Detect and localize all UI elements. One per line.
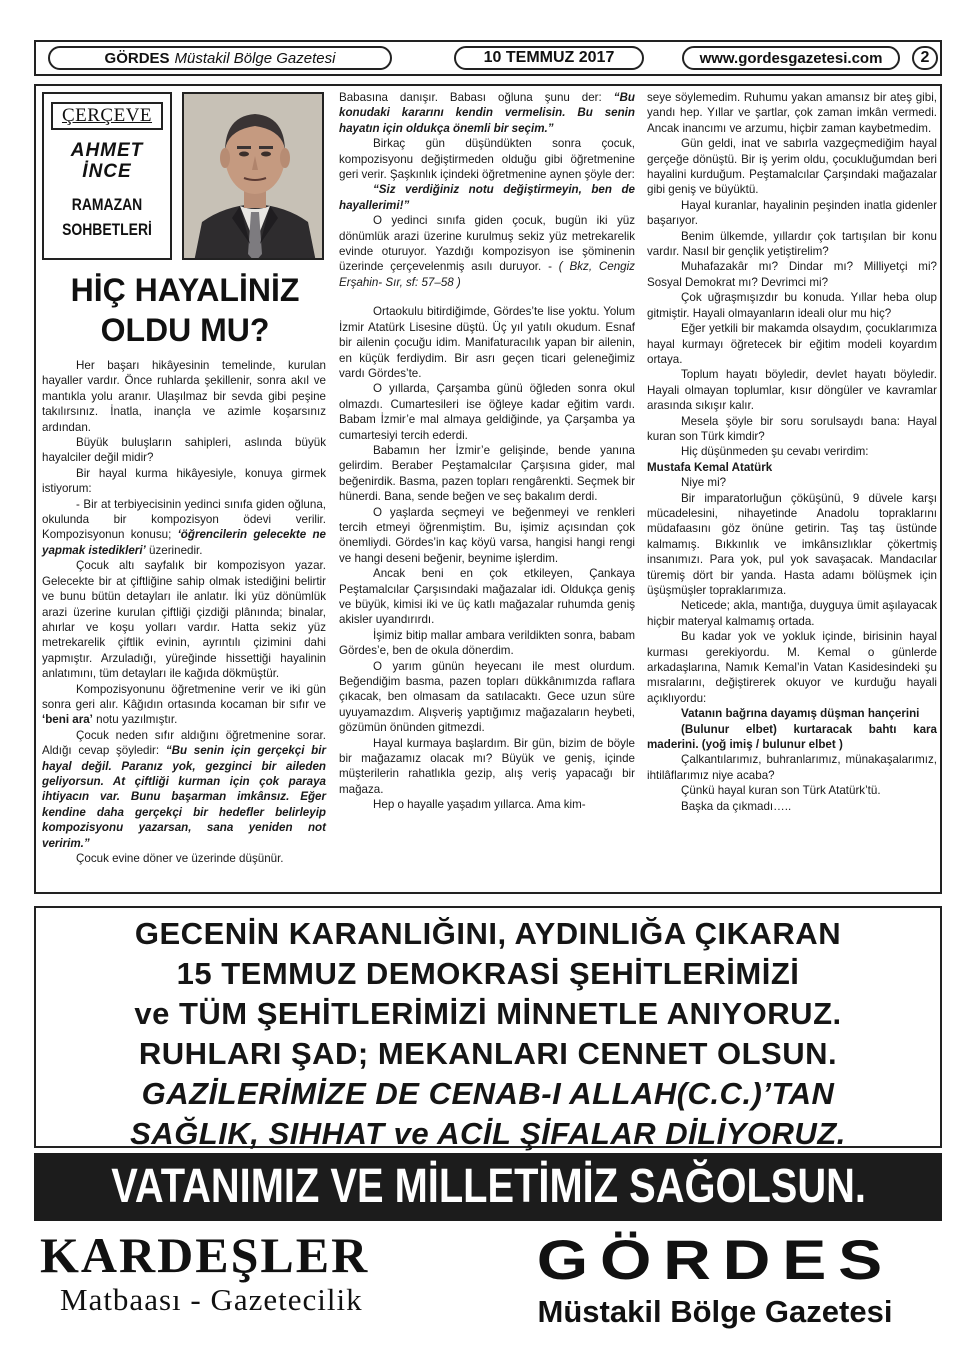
banner-line-3: ve TÜM ŞEHİTLERİMİZİ MİNNETLE ANIYORUZ.: [134, 996, 842, 1031]
article-column-2: [339, 90, 635, 813]
paragraph: Gün geldi, inat ve sabırla vazgeçmediğim hayal gerçeğe dönüştü. Bir iş yerim oldu, çocukluğumdan beri hayalini kurduğum. Peştamalcılar Çarşındaki mağazalar gibi geniş ve büyüktü.: [647, 137, 937, 197]
issue-date: 10 TEMMUZ 2017: [454, 46, 644, 70]
text-run: notu yazılmıştır.: [96, 713, 178, 727]
column-logo-box: [42, 92, 172, 260]
article-column-3: [647, 90, 937, 814]
paragraph: Babamın her İzmir’e gelişinde, bende yanına gelirdim. Beraber Peştamalcılar Çarşısına gider, mal beğenirdik. Basma, pazen topları rengârenkti. Seçmek bir hünerdi. Bana, sende beğen ve seç bakalım derdi.: [339, 443, 635, 504]
kardesler-subtitle: Matbaası - Gazetecilik: [60, 1282, 363, 1317]
paragraph: Çalkantılarımız, buhranlarımız, münakaşalarımız, ihtilâflarımız niye acaba?: [647, 753, 937, 782]
text-run: Çocuk neden sıfır aldığını öğretmenine sorar. Aldığı cevap şöyledir:: [42, 728, 326, 758]
headline-line-1: HİÇ HAYALİNİZ: [70, 272, 300, 308]
paper-name: GÖRDES: [104, 49, 170, 67]
emphasis-text: ‘öğrencilerin gelecekte ne yapmak istedikleri’: [42, 528, 326, 557]
author-name: [44, 140, 170, 182]
paragraph: Hiç düşünmeden şu cevabı verirdim:: [681, 445, 869, 459]
text-run: O yedinci sınıfa giden çocuk, bugün iki yüz dönümlük arazi üzerine kurulmuş sekiz yüz metrekarelik evinde oturuyor. Yazdığı kompozisyon ise şöminenin üzerinde çerçevelenmiş asılı duruyor. -: [339, 214, 635, 274]
verse-line: (Bulunur elbet) kurtaracak bahtı kara maderini. (yoğ imiş / bulunur elbet ): [647, 722, 937, 752]
emphasis-text: ‘beni ara’: [42, 713, 93, 727]
text-run: üzerinedir.: [149, 543, 203, 557]
banner-line-1: GECENİN KARANLIĞINI, AYDINLIĞA ÇIKARAN: [134, 916, 842, 951]
paragraph: Bir hayal kurma hikâyesiyle, konuya girmek istiyorum:: [42, 466, 326, 496]
gordes-title: GÖRDES: [536, 1228, 894, 1291]
commemoration-banner: [34, 906, 942, 1151]
paragraph: Her başarı hikâyesinin temelinde, kurulan hayaller vardır. Önce ruhlarda şekillenir, sonra akıl ve mantıkla yolu aranır. Ulaşılmaz bir sevda gibi peşine takılırsınız. İnatla, inançla ve azimle koşarsınız ardından.: [42, 359, 326, 434]
text-run: - Bir at terbiyecisinin yedinci sınıfa giden oğluna, okulunda bir kompozisyon ödevi verilir. Kompozisyonun konusu;: [42, 497, 326, 542]
author-first-name: AHMET: [70, 140, 144, 161]
paragraph: seye söylemedim. Ruhumu yakan amansız bir ateş gibi, yandı hep. Yıllar ve şartlar, çok zaman imkân vermedi. Ancak inancımı ve arzumu, hiçbir zaman kaybetmedim.: [647, 91, 937, 135]
paragraph: Birkaç gün düşündükten sonra çocuk, kompozisyonu değiştirmeden olduğu gibi öğretmenine geri verir. Şaşkınlık içindeki öğretmenine aynen şöyle der:: [339, 137, 635, 182]
article-column-1: [42, 358, 326, 866]
slogan-bar: [34, 1153, 942, 1221]
paragraph: Hayal kuranlar, hayalinin peşinden inatla gidenler başarıyor.: [647, 198, 937, 228]
verse-line: Vatanın bağrına dayamış düşman hançerini: [681, 707, 920, 721]
paragraph: O yıllarda, Çarşamba günü öğleden sonra okul olmazdı. Cumartesileri ise öğleye kadar eğitim vardı. Babam İzmir’e mal almaya geldiğinde, ya Çarşamba ya cumartesiyi tercih ederdi.: [339, 382, 635, 442]
author-portrait-image: [184, 94, 324, 260]
quote-text: “Bu konudaki kararını kendin vermelisin. Bu senin hayatın için oldukça önemli bir seçim.”: [339, 91, 635, 135]
paragraph: Neticede; akla, mantığa, duyguya ümit aşılayacak hiçbir materyal kalmamış ortada.: [647, 599, 937, 628]
paragraph: Eğer yetkili bir makamda olsaydım, çocuklarımıza hayal kurmayı öğretecek bir eğitim modeli koyardım ortaya.: [647, 322, 937, 366]
paragraph: Muhafazakâr mı? Dindar mı? Milliyetçi mi? Sosyal Demokrat mı? Devrimci mi?: [647, 260, 937, 289]
page-header: [34, 40, 942, 76]
paragraph: İşimiz bitip mallar ambara verildikten sonra, babam Gördes’e, ben de okula dönerdim.: [339, 628, 635, 658]
article-frame: [34, 84, 942, 894]
quote-paragraph: “Siz verdiğiniz notu değiştirmeyin, ben de hayallerimi!”: [339, 183, 635, 212]
gordes-logo: [490, 1228, 940, 1330]
author-last-name: İNCE: [82, 161, 132, 182]
paragraph: Ancak beni en çok etkileyen, Çankaya Peştamalcılar Çarşısındaki mağazalar idi. Oldukça geniş ve büyük, kimisi iki ve üç katlı mağazalar ruhumda geniş akisler uyandırırdı.: [339, 567, 635, 627]
paragraph: [339, 90, 635, 136]
banner-line-4: RUHLARI ŞAD; MEKANLARI CENNET OLSUN.: [138, 1036, 838, 1071]
citation-text: ( Bkz, Cengiz Erşahin- Sır, sf: 57–58 ): [339, 260, 635, 289]
gordes-subtitle: Müstakil Bölge Gazetesi: [537, 1294, 893, 1329]
paragraph: Mustafa Kemal Atatürk: [647, 460, 773, 474]
paragraph: O yaşlarda seçmeyi ve beğenmeyi ve renkleri tercih etmeyi öğrenmiştim. Bu, işimiz açısından çok önemliydi. Gördes’in kaç köyü varsa, hangisi hangi rengi ve hangi deseni beğenir, beynime işlerdim.: [339, 505, 635, 565]
paragraph: [42, 682, 326, 728]
paragraph: Ortaokulu bitirdiğimde, Gördes’te lise yoktu. Yolum İzmir Atatürk Lisesine düştü. Üç yıl yatılı okudum. Esnaf bir ailenin çocuğu idim. Manifaturacılık yapan bir ailenin, en küçük ferdiydim. Bir asrı geçen ticari geleneğimiz vardı Gördes’te.: [339, 305, 635, 380]
column-series: [55, 192, 158, 242]
paragraph: Çünkü hayal kuran son Türk Atatürk’tü.: [681, 784, 881, 798]
paragraph: Çocuk altı sayfalık bir kompozisyon yazar. Gelecekte bir at çiftliğine sahip olmak istediğini belirtir ve bunu bütün detayları ile anlatır. İki yüz dönümlük arazi üzerine kurulan çiftliği çizdiği plânında; binalar, ahırlar ve koşu yolları vardır. Hatta sekiz yüz metrekarelik çiftlik evinin, ayrıntılı çizimini dahi yapmıştır. Arzuladığı, yüreğinde hissettiği hayalinin anlatımını, tüm detayları ile kağıda dökmüştür.: [42, 559, 326, 681]
paragraph: Çok uğraşmışızdır bu konuda. Yıllar heba olup gitmiştir. Hayali olmayanların ideali olur mu hiç?: [647, 291, 937, 320]
article-headline: [42, 270, 328, 350]
paragraph: [339, 213, 635, 290]
column-label: ÇERÇEVE: [51, 102, 163, 130]
website-url: www.gordesgazetesi.com: [682, 46, 900, 70]
series-line-1: RAMAZAN: [71, 195, 143, 214]
paper-name-pill: [48, 46, 392, 70]
page-number: 2: [912, 46, 938, 70]
paragraph: O yarım günün heyecanı ile mest olurdum. Beğendiğim basma, pazen topları dükkânımızda raflara çıkacak, ben olmasam da satılacaktı. Gece uzun süre uyuyamazdım. Alışveriş yaptığımız mağazaların heybeti, gözümün önünden gitmezdi.: [339, 659, 635, 735]
paragraph: Çocuk evine döner ve üzerinde düşünür.: [76, 852, 284, 865]
paragraph: Niye mi?: [681, 476, 727, 490]
paragraph: Bu kadar yok ve yokluk içinde, birisinin hayal kurması gerekiyordu. M. Kemal o günlerde arkadaşlarına, Namık Kemal’in Vatan Kasidesindeki şu mısralarını, değiştirerek okuyor ve kurduğu hayali açıklıyordu:: [647, 630, 937, 705]
paragraph: [42, 728, 326, 851]
headline-line-2: OLDU MU?: [100, 312, 270, 348]
text-run: Kompozisyonunu öğretmenine verir ve iki gün sonra geri alır. Kâğıdın ortasında kocaman bir sıfır ve: [42, 682, 326, 711]
text-run: Babasına danışır. Babası oğluna şunu der:: [339, 91, 602, 104]
kardesler-title: KARDEŞLER: [40, 1227, 370, 1283]
paragraph: Benim ülkemde, yıllardır çok tartışılan bir konu vardır. Nasıl bir gençlik yetiştirelim?: [647, 229, 937, 259]
series-line-2: SOHBETLERİ: [62, 220, 152, 239]
banner-line-6: SAĞLIK, SIHHAT ve ACİL ŞİFALAR DİLİYORUZ.: [130, 1116, 846, 1151]
paragraph: Toplum hayatı böyledir, devlet hayatı böyledir. Hayali olmayan toplumlar, kısır döngüler ve kavramlar arasında sıkışır kalır.: [647, 368, 937, 413]
kardesler-logo: [40, 1228, 460, 1318]
author-photo: [182, 92, 324, 260]
quote-text: “Bu senin için gerçekçi bir hayal değil. Paranız yok, gezginci bir aileden geliyorsun. At çiftliği kurman için çok paraya ihtiyacın var. Bunu başarman imkânsız. Eğer kendine daha gerçekçi bir hedefler belirleyip kompozisyonu yazarsan, sana yeniden not veririm.”: [42, 744, 326, 850]
paragraph: Hep o hayalle yaşadım yıllarca. Ama kim-: [373, 798, 586, 812]
paragraph: [42, 497, 326, 559]
paragraph: Hayal kurmaya başlardım. Bir gün, bizim de böyle bir mağazamız olacak mı? Büyük ve geniş, içinde müşterilerin rahatlıkla gezip, alış veriş yapacağı bir mağaza.: [339, 736, 635, 796]
slogan-text: VATANIMIZ VE MİLLETİMİZ SAĞOLSUN.: [111, 1160, 866, 1213]
paragraph: Mesela şöyle bir soru sorulsaydı bana: Hayal kuran son Türk kimdir?: [647, 414, 937, 443]
paper-subtitle: Müstakil Bölge Gazetesi: [174, 49, 336, 67]
paragraph: Başka da çıkmadı…..: [681, 799, 792, 813]
paragraph: Büyük buluşların sahipleri, aslında büyük hayalciler değil midir?: [42, 436, 326, 465]
paragraph: Bir imparatorluğun çöküşünü, 9 düvele karşı mücadelesini, nihayetinde Anadolu topraklarını müdafaasını göz önüne getirin. Taş taş üstünde kalmamış. Bıkkınlık ve imkânsızlıklar çökertmiş insanımızı. Para yok, pul yok savaşacak. Mandacılar türemiş dört bir yanda. Hasta adamı bölüşmek için üşüşmüşler topraklarımıza.: [647, 491, 937, 597]
banner-line-2: 15 TEMMUZ DEMOKRASİ ŞEHİTLERİMİZİ: [176, 956, 800, 991]
banner-line-5: GAZİLERİMİZE DE CENAB-I ALLAH(C.C.)’TAN: [141, 1076, 835, 1111]
